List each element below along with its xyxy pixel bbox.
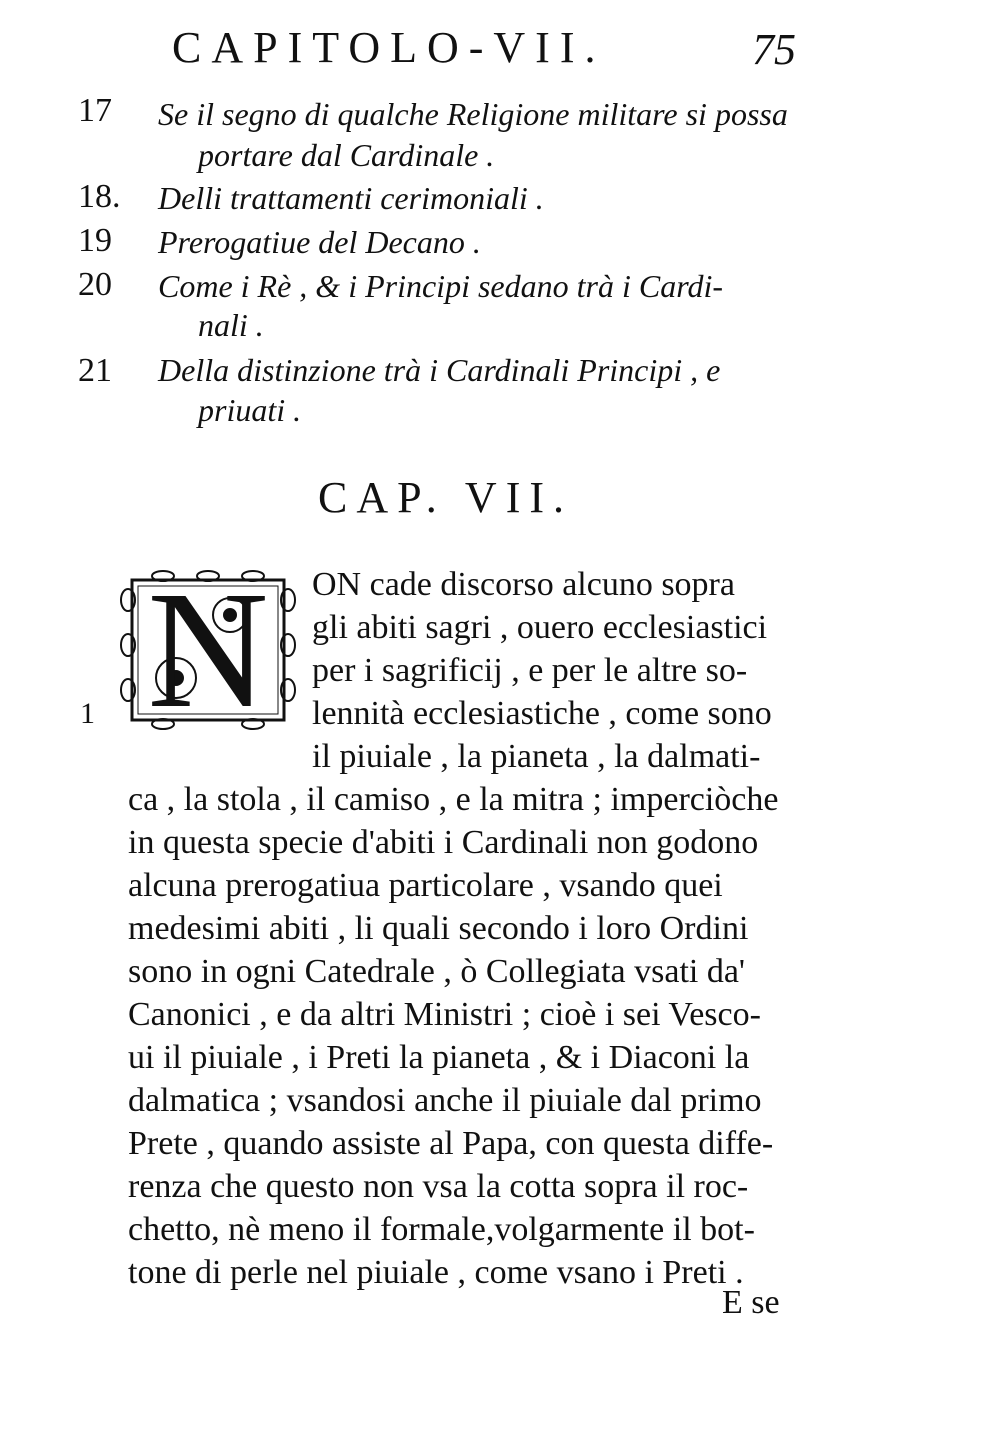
body-text-line: medesimi abiti , li quali secondo i loro Ordini [128,910,749,947]
body-text-line: per i sagrificij , e per le altre so- [312,652,748,689]
toc-entry-line: priuati . [198,392,302,428]
body-text-line: alcuna prerogatiua particolare , vsando quei [128,867,723,904]
page-number: 75 [752,25,796,74]
body-text-line: sono in ogni Catedrale , ò Collegiata vsati da' [128,953,746,990]
decorated-initial [118,557,298,743]
body-text-line: in questa specie d'abiti i Cardinali non godono [128,824,759,861]
body-text-line: renza che questo non vsa la cotta sopra il roc- [128,1168,749,1205]
body-text-line: dalmatica ; vsandosi anche il piuiale dal primo [128,1082,762,1119]
toc-number: 18. [78,178,121,215]
body-text-line: ON cade discorso alcuno sopra [312,566,735,603]
body-text-line: Canonici , e da altri Ministri ; cioè i sei Vesco- [128,996,761,1033]
toc-number: 20 [78,266,112,303]
body-text-line: chetto, nè meno il formale,volgarmente il bot- [128,1211,755,1248]
toc-number: 21 [78,352,112,389]
body-text-line: tone di perle nel piuiale , come vsano i Preti . [128,1254,744,1291]
body-text-line: ca , la stola , il camiso , e la mitra ; imperciòche [128,781,779,818]
toc-number: 19 [78,222,112,259]
toc-entry-line: nali . [198,307,264,343]
toc-entry-line: Della distinzione trà i Cardinali Principi , e [158,352,721,388]
body-text-line: lennità ecclesiastiche , come sono [312,695,772,732]
toc-entry-line: Prerogatiue del Decano . [158,224,481,260]
body-text-line: ui il piuiale , i Preti la pianeta , & i Diaconi la [128,1039,750,1076]
toc-number: 17 [78,92,112,129]
margin-number: 1 [80,697,95,730]
catchword: E se [722,1284,780,1321]
toc-entry-line: Come i Rè , & i Principi sedano trà i Cardi- [158,268,723,304]
body-text-line: gli abiti sagri , ouero ecclesiastici [312,609,768,646]
toc-entry-line: Delli trattamenti cerimoniali . [158,180,544,216]
body-text-line: il piuiale , la pianeta , la dalmati- [312,738,761,775]
body-text-line: Prete , quando assiste al Papa, con questa diffe- [128,1125,774,1162]
initial-letter: N [147,557,269,743]
running-header-title: CAPITOLO-VII. [172,23,606,72]
chapter-heading: CAP. VII. [318,473,574,522]
toc-entry-line: portare dal Cardinale . [198,137,495,173]
toc-entry-line: Se il segno di qualche Religione militare si possa [158,96,788,132]
